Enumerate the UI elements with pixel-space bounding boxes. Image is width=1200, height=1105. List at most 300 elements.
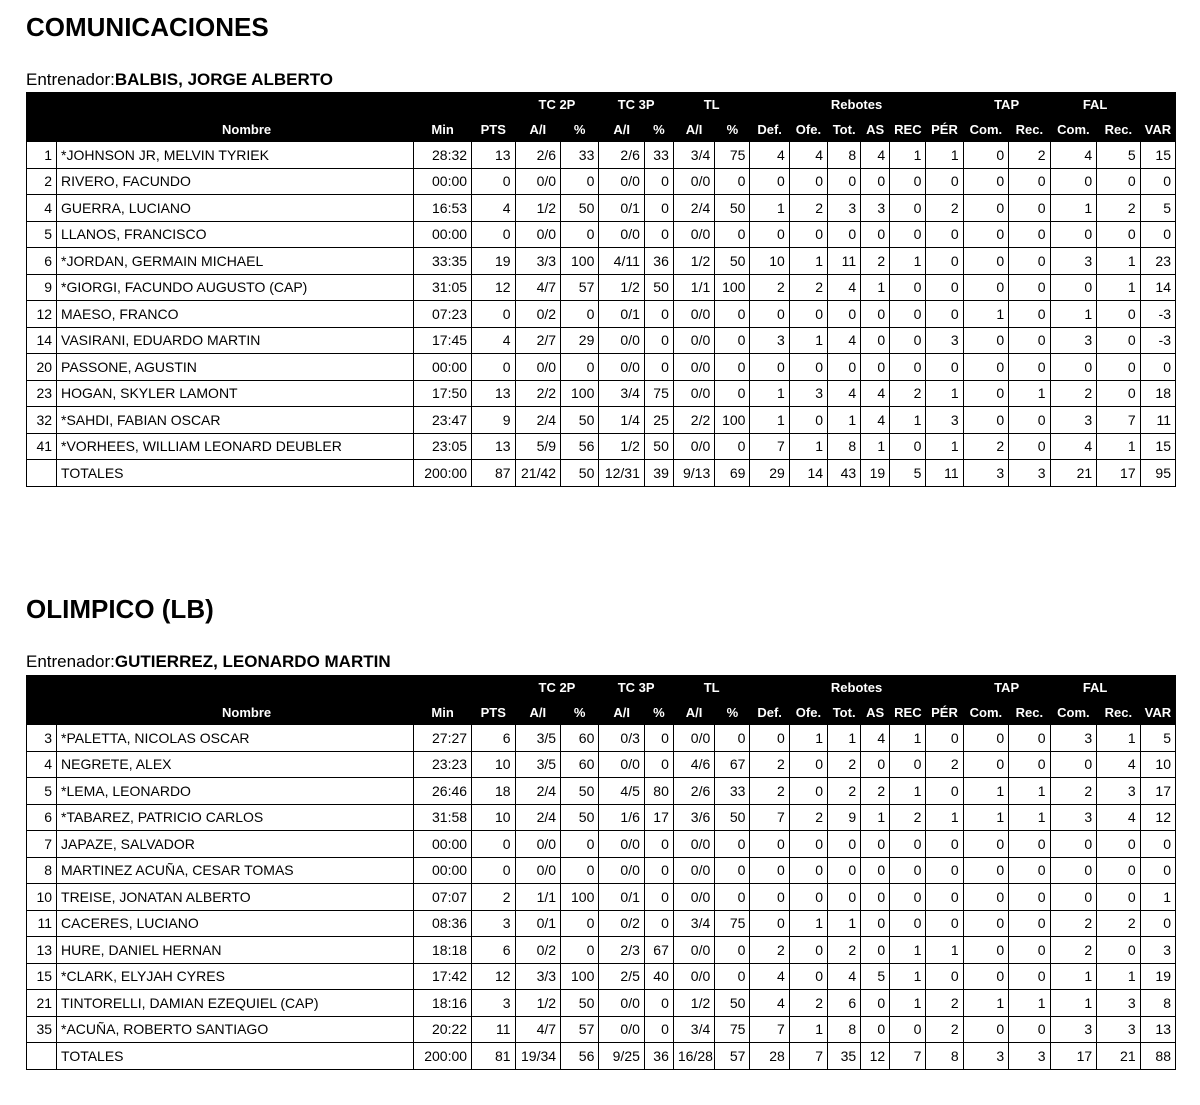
- stat-cell: 1: [789, 725, 827, 752]
- stat-cell: 0/0: [599, 354, 645, 381]
- stat-cell: 17:50: [414, 380, 472, 407]
- stat-cell: 18: [1140, 380, 1175, 407]
- stat-cell: 0/0: [673, 301, 714, 328]
- stat-cell: 75: [715, 910, 750, 937]
- stat-cell: 1: [1050, 301, 1097, 328]
- player-row: [27, 778, 1176, 805]
- stat-cell: 0: [926, 248, 963, 275]
- stat-cell: 0: [1050, 831, 1097, 858]
- stat-cell: 2: [1050, 778, 1097, 805]
- stat-cell: 0: [715, 168, 750, 195]
- stat-cell: 0: [963, 884, 1009, 911]
- stat-cell: 4: [828, 963, 861, 990]
- stat-cell: 0: [890, 751, 926, 778]
- stat-cell: 3: [926, 327, 963, 354]
- player-number: 6: [27, 804, 57, 831]
- player-number: 11: [27, 910, 57, 937]
- stat-cell: 0: [890, 884, 926, 911]
- stat-cell: 2: [750, 937, 789, 964]
- stat-cell: 17: [1050, 1043, 1097, 1070]
- stat-cell: 6: [472, 725, 515, 752]
- stat-cell: 0: [926, 168, 963, 195]
- stat-cell: 0: [1009, 884, 1050, 911]
- stat-cell: 0/2: [599, 910, 645, 937]
- stat-cell: 0: [1140, 354, 1175, 381]
- stat-cell: 3/4: [673, 910, 714, 937]
- stat-cell: 1: [861, 433, 890, 460]
- stat-cell: 14: [1140, 274, 1175, 301]
- column-header: A/I: [599, 700, 645, 725]
- stat-cell: 100: [561, 884, 599, 911]
- stat-cell: 95: [1140, 460, 1175, 487]
- stat-cell: 1: [1050, 963, 1097, 990]
- stat-cell: 0/3: [599, 725, 645, 752]
- column-header: A/I: [599, 117, 645, 142]
- player-name: PASSONE, AGUSTIN: [57, 354, 414, 381]
- stat-cell: 0: [789, 831, 827, 858]
- stat-cell: 0/2: [515, 301, 561, 328]
- stat-cell: 0: [1140, 221, 1175, 248]
- stat-cell: 1: [926, 380, 963, 407]
- stat-cell: 0: [715, 884, 750, 911]
- stat-cell: 23:47: [414, 407, 472, 434]
- stat-cell: 4/11: [599, 248, 645, 275]
- stat-cell: 4: [472, 195, 515, 222]
- player-row: [27, 831, 1176, 858]
- stat-cell: 0: [861, 990, 890, 1017]
- stat-cell: 0/1: [515, 910, 561, 937]
- stat-cell: 12/31: [599, 460, 645, 487]
- stat-cell: 0: [963, 1016, 1009, 1043]
- stat-cell: 57: [715, 1043, 750, 1070]
- column-header: REC: [890, 700, 926, 725]
- player-name: TINTORELLI, DAMIAN EZEQUIEL (CAP): [57, 990, 414, 1017]
- stat-cell: 3: [1097, 778, 1140, 805]
- stat-cell: 75: [644, 380, 673, 407]
- stat-cell: 3: [1009, 460, 1050, 487]
- stat-cell: 5: [1140, 725, 1175, 752]
- stat-cell: 0/2: [515, 937, 561, 964]
- stat-cell: 2/4: [515, 407, 561, 434]
- stat-cell: 0: [1050, 168, 1097, 195]
- stat-cell: 0: [472, 168, 515, 195]
- stat-cell: 2/3: [599, 937, 645, 964]
- stat-cell: 18:18: [414, 937, 472, 964]
- stat-cell: 0: [861, 168, 890, 195]
- stat-cell: 16/28: [673, 1043, 714, 1070]
- stat-cell: 0/0: [673, 884, 714, 911]
- stat-cell: 0: [828, 221, 861, 248]
- stat-cell: 4/7: [515, 1016, 561, 1043]
- player-number: 21: [27, 990, 57, 1017]
- stat-cell: 0/0: [673, 433, 714, 460]
- stat-cell: 2/4: [673, 195, 714, 222]
- stat-cell: 3: [1050, 407, 1097, 434]
- stat-cell: 2: [789, 804, 827, 831]
- column-header: Com.: [1050, 700, 1097, 725]
- stat-cell: 29: [750, 460, 789, 487]
- stat-cell: 2: [861, 778, 890, 805]
- column-header: %: [561, 700, 599, 725]
- stat-cell: 0: [1009, 910, 1050, 937]
- stat-cell: 1: [890, 142, 926, 169]
- stat-cell: 33: [561, 142, 599, 169]
- stat-cell: 0: [715, 857, 750, 884]
- stat-cell: 1/2: [515, 990, 561, 1017]
- stat-cell: 2: [1097, 910, 1140, 937]
- stat-cell: 0: [1009, 221, 1050, 248]
- stat-cell: 1: [890, 937, 926, 964]
- stat-cell: 0: [1009, 857, 1050, 884]
- player-row: [27, 142, 1176, 169]
- stat-cell: 0/0: [599, 327, 645, 354]
- stat-cell: 0: [861, 1016, 890, 1043]
- stat-cell: 0: [1097, 937, 1140, 964]
- stat-cell: 0: [644, 990, 673, 1017]
- stat-cell: 3: [963, 1043, 1009, 1070]
- stat-cell: 0: [715, 380, 750, 407]
- stat-cell: 69: [715, 460, 750, 487]
- stat-cell: 0/0: [673, 725, 714, 752]
- stat-cell: 31:05: [414, 274, 472, 301]
- player-number: 35: [27, 1016, 57, 1043]
- stat-cell: 6: [472, 937, 515, 964]
- stat-cell: 0/0: [673, 221, 714, 248]
- totals-row: [27, 1043, 1176, 1070]
- stat-cell: 3: [1050, 725, 1097, 752]
- player-name: TREISE, JONATAN ALBERTO: [57, 884, 414, 911]
- stat-cell: 0: [1050, 274, 1097, 301]
- stat-cell: 35: [828, 1043, 861, 1070]
- stat-cell: 0/1: [599, 301, 645, 328]
- stat-cell: 2/6: [673, 778, 714, 805]
- column-header: Def.: [750, 700, 789, 725]
- player-name: NEGRETE, ALEX: [57, 751, 414, 778]
- player-row: [27, 963, 1176, 990]
- stat-cell: 0: [1097, 354, 1140, 381]
- column-header: PÉR: [926, 700, 963, 725]
- stat-cell: 1: [1050, 195, 1097, 222]
- stat-cell: 2: [890, 804, 926, 831]
- stat-cell: 0: [561, 937, 599, 964]
- stat-cell: 4: [861, 407, 890, 434]
- stat-cell: 27:27: [414, 725, 472, 752]
- stat-cell: 0: [1097, 221, 1140, 248]
- player-row: [27, 751, 1176, 778]
- coach-line: [26, 70, 333, 90]
- player-name: *TABAREZ, PATRICIO CARLOS: [57, 804, 414, 831]
- stat-cell: 0: [715, 963, 750, 990]
- stat-cell: 3/4: [599, 380, 645, 407]
- stat-cell: 0: [644, 1016, 673, 1043]
- stat-cell: 2/5: [599, 963, 645, 990]
- stat-cell: 2: [472, 884, 515, 911]
- stat-cell: 0/0: [673, 831, 714, 858]
- column-header: %: [561, 117, 599, 142]
- stat-cell: 2: [1009, 142, 1050, 169]
- stat-cell: 0/0: [673, 354, 714, 381]
- stat-cell: 4/6: [673, 751, 714, 778]
- column-header: %: [644, 700, 673, 725]
- stat-cell: 3: [1009, 1043, 1050, 1070]
- stat-cell: 0: [1140, 831, 1175, 858]
- player-name: *VORHEES, WILLIAM LEONARD DEUBLER: [57, 433, 414, 460]
- stat-cell: 67: [715, 751, 750, 778]
- stat-cell: 9/25: [599, 1043, 645, 1070]
- stat-cell: 13: [472, 142, 515, 169]
- stat-cell: 4: [828, 274, 861, 301]
- stat-cell: 0: [750, 857, 789, 884]
- stat-cell: 100: [561, 963, 599, 990]
- stat-cell: 0: [861, 831, 890, 858]
- stat-cell: 28:32: [414, 142, 472, 169]
- stat-cell: 0: [1009, 963, 1050, 990]
- player-row: [27, 221, 1176, 248]
- stat-cell: 0: [926, 884, 963, 911]
- stat-cell: 0: [789, 963, 827, 990]
- stat-cell: 1: [1009, 778, 1050, 805]
- stat-cell: 0: [926, 963, 963, 990]
- stat-cell: 0/0: [599, 990, 645, 1017]
- stat-cell: 2/4: [515, 804, 561, 831]
- stat-cell: 19: [472, 248, 515, 275]
- stat-cell: 18: [472, 778, 515, 805]
- stat-cell: 50: [561, 804, 599, 831]
- stat-cell: 50: [561, 407, 599, 434]
- stat-cell: 0: [828, 831, 861, 858]
- group-header: TC 2P: [515, 676, 599, 701]
- column-header: %: [644, 117, 673, 142]
- stat-cell: 0: [828, 354, 861, 381]
- stat-cell: 2: [789, 274, 827, 301]
- stat-cell: 50: [561, 990, 599, 1017]
- stat-cell: 0: [472, 301, 515, 328]
- stat-cell: 0: [472, 221, 515, 248]
- stat-cell: 5: [1140, 195, 1175, 222]
- team-title: OLIMPICO (LB): [26, 594, 214, 624]
- stat-cell: 0: [789, 857, 827, 884]
- column-header: Rec.: [1009, 700, 1050, 725]
- stat-cell: 23: [1140, 248, 1175, 275]
- group-header: TAP: [963, 93, 1050, 118]
- stat-cell: 0: [926, 221, 963, 248]
- player-number: 7: [27, 831, 57, 858]
- stat-cell: 5/9: [515, 433, 561, 460]
- stat-cell: 100: [561, 380, 599, 407]
- stat-cell: 20:22: [414, 1016, 472, 1043]
- stat-cell: 11: [926, 460, 963, 487]
- stat-cell: 5: [861, 963, 890, 990]
- stat-cell: 1: [926, 804, 963, 831]
- stat-cell: 0/0: [515, 221, 561, 248]
- stat-cell: 0: [861, 354, 890, 381]
- player-number: [27, 1043, 57, 1070]
- stat-cell: 0: [789, 301, 827, 328]
- stat-cell: 81: [472, 1043, 515, 1070]
- stat-cell: 0: [472, 354, 515, 381]
- stat-cell: 0: [750, 910, 789, 937]
- stat-cell: 10: [750, 248, 789, 275]
- stat-cell: 13: [1140, 1016, 1175, 1043]
- group-header: TC 3P: [599, 676, 674, 701]
- player-name: HOGAN, SKYLER LAMONT: [57, 380, 414, 407]
- stat-cell: 5: [890, 460, 926, 487]
- stat-cell: 1/2: [515, 195, 561, 222]
- stat-cell: 0: [1050, 221, 1097, 248]
- stat-cell: 12: [472, 963, 515, 990]
- stat-cell: 0: [861, 937, 890, 964]
- stat-cell: 0: [715, 221, 750, 248]
- stat-cell: 19/34: [515, 1043, 561, 1070]
- stat-cell: 3/3: [515, 963, 561, 990]
- stat-cell: 0: [644, 221, 673, 248]
- stat-cell: 2: [963, 433, 1009, 460]
- column-header: Nombre: [57, 117, 414, 142]
- stat-cell: 0: [644, 884, 673, 911]
- stat-cell: 0: [561, 221, 599, 248]
- stat-cell: 0: [750, 168, 789, 195]
- stat-cell: 0: [1140, 168, 1175, 195]
- player-number: 1: [27, 142, 57, 169]
- player-row: [27, 433, 1176, 460]
- stat-cell: 0: [1050, 354, 1097, 381]
- stat-cell: 0: [644, 751, 673, 778]
- stat-cell: 0: [1009, 831, 1050, 858]
- stat-cell: 1: [926, 937, 963, 964]
- stat-cell: 0: [644, 857, 673, 884]
- stat-cell: 0/0: [673, 857, 714, 884]
- group-header: FAL: [1050, 93, 1140, 118]
- player-name: VASIRANI, EDUARDO MARTIN: [57, 327, 414, 354]
- stat-cell: 0: [890, 354, 926, 381]
- stat-cell: 0: [1009, 407, 1050, 434]
- stat-cell: 0: [715, 354, 750, 381]
- player-row: [27, 884, 1176, 911]
- stat-cell: 0: [828, 857, 861, 884]
- stat-cell: 10: [472, 751, 515, 778]
- stat-cell: 0: [861, 884, 890, 911]
- stat-cell: 3: [828, 195, 861, 222]
- stat-cell: 0: [1140, 857, 1175, 884]
- player-row: [27, 407, 1176, 434]
- stat-cell: 3/6: [673, 804, 714, 831]
- stat-cell: 0: [890, 301, 926, 328]
- stat-cell: 0: [963, 380, 1009, 407]
- stat-cell: 18:16: [414, 990, 472, 1017]
- group-header: Rebotes: [750, 676, 963, 701]
- group-header: TC 2P: [515, 93, 599, 118]
- stat-cell: 0: [644, 725, 673, 752]
- stat-cell: 9: [828, 804, 861, 831]
- column-header: Com.: [963, 117, 1009, 142]
- stat-cell: 11: [472, 1016, 515, 1043]
- stat-cell: 00:00: [414, 168, 472, 195]
- player-number: 3: [27, 725, 57, 752]
- stat-cell: 0: [861, 327, 890, 354]
- stat-cell: 0/0: [599, 751, 645, 778]
- column-header: A/I: [673, 117, 714, 142]
- stat-cell: 0/0: [599, 831, 645, 858]
- column-header: %: [715, 700, 750, 725]
- player-name: GUERRA, LUCIANO: [57, 195, 414, 222]
- totals-row: [27, 460, 1176, 487]
- stat-cell: 0: [963, 751, 1009, 778]
- column-header: %: [715, 117, 750, 142]
- stat-cell: 17:45: [414, 327, 472, 354]
- stat-cell: 2: [750, 274, 789, 301]
- stat-cell: 0: [1009, 301, 1050, 328]
- stat-cell: 75: [715, 142, 750, 169]
- column-header: Rec.: [1097, 117, 1140, 142]
- stat-cell: 0: [715, 301, 750, 328]
- stat-cell: 0: [890, 831, 926, 858]
- stat-cell: 87: [472, 460, 515, 487]
- stat-cell: 0/0: [515, 831, 561, 858]
- stat-cell: 200:00: [414, 1043, 472, 1070]
- player-name: *ACUÑA, ROBERTO SANTIAGO: [57, 1016, 414, 1043]
- column-header: Def.: [750, 117, 789, 142]
- player-number: [27, 460, 57, 487]
- stat-cell: 0: [789, 221, 827, 248]
- stat-cell: 0: [1097, 168, 1140, 195]
- stat-cell: 1: [890, 407, 926, 434]
- player-name: MAESO, FRANCO: [57, 301, 414, 328]
- stat-cell: 7: [1097, 407, 1140, 434]
- player-name: TOTALES: [57, 1043, 414, 1070]
- stat-cell: 0: [963, 831, 1009, 858]
- stat-cell: 0/0: [599, 221, 645, 248]
- stat-cell: 29: [561, 327, 599, 354]
- stat-cell: 0: [750, 831, 789, 858]
- stat-cell: 3: [750, 327, 789, 354]
- player-number: 10: [27, 884, 57, 911]
- player-name: *CLARK, ELYJAH CYRES: [57, 963, 414, 990]
- player-row: [27, 168, 1176, 195]
- stat-cell: 50: [715, 248, 750, 275]
- stat-cell: 1: [1097, 725, 1140, 752]
- column-header: Min: [414, 117, 472, 142]
- stat-cell: 1: [926, 433, 963, 460]
- stat-cell: 0: [963, 248, 1009, 275]
- stat-cell: 2/2: [673, 407, 714, 434]
- stat-cell: 0: [861, 910, 890, 937]
- stat-cell: 23:23: [414, 751, 472, 778]
- stat-cell: 1: [861, 804, 890, 831]
- column-header: PTS: [472, 700, 515, 725]
- stat-cell: 00:00: [414, 354, 472, 381]
- player-number: 4: [27, 751, 57, 778]
- stat-cell: 10: [472, 804, 515, 831]
- stat-cell: 3: [926, 407, 963, 434]
- player-number: 5: [27, 221, 57, 248]
- stat-cell: 0: [1009, 327, 1050, 354]
- stat-cell: 0: [715, 937, 750, 964]
- stat-cell: 0/0: [599, 168, 645, 195]
- stat-cell: 0: [1097, 380, 1140, 407]
- stat-cell: 0: [963, 910, 1009, 937]
- group-header: FAL: [1050, 676, 1140, 701]
- stat-cell: 0: [644, 301, 673, 328]
- stat-cell: 0: [789, 778, 827, 805]
- stat-cell: 33:35: [414, 248, 472, 275]
- stat-cell: 17: [1140, 778, 1175, 805]
- group-header: TL: [673, 93, 750, 118]
- stat-cell: 0: [472, 857, 515, 884]
- stat-cell: 17:42: [414, 963, 472, 990]
- stat-cell: 0/0: [515, 857, 561, 884]
- player-number: 12: [27, 301, 57, 328]
- stat-cell: 3: [1097, 1016, 1140, 1043]
